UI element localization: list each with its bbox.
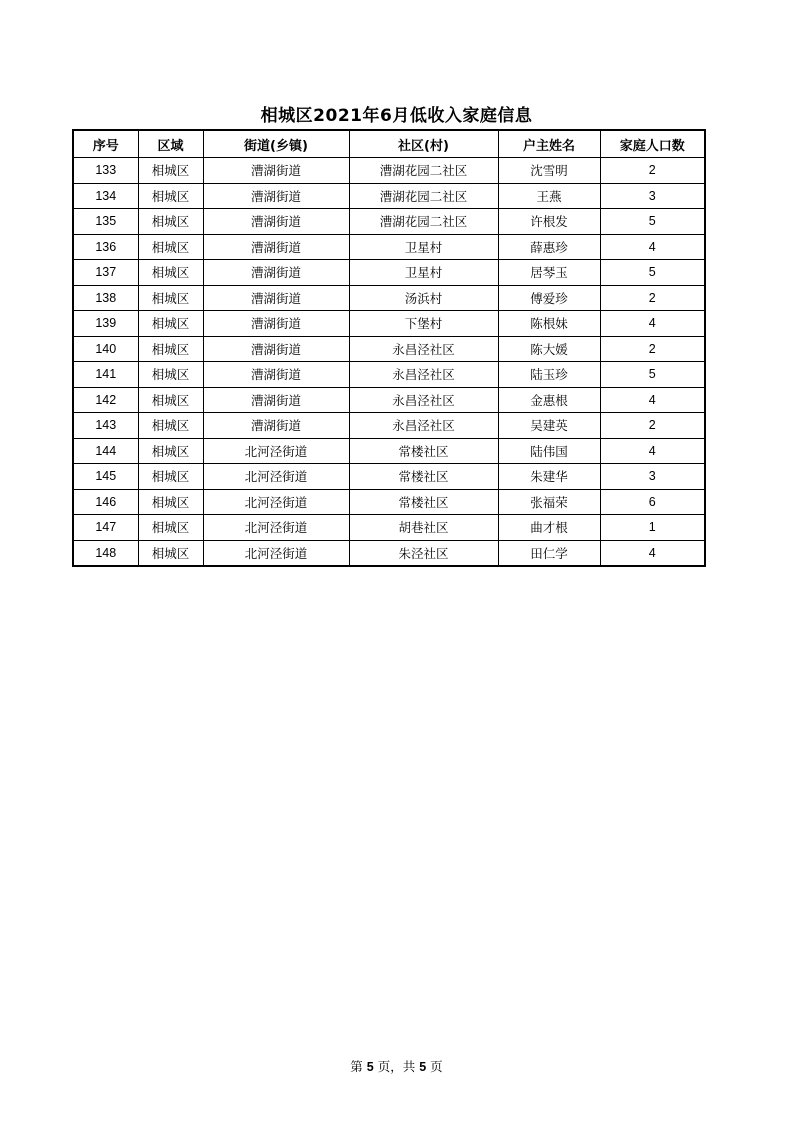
cell-district: 相城区 [138, 285, 203, 311]
cell-family-size: 2 [600, 336, 705, 362]
cell-householder: 陈根妹 [498, 311, 600, 337]
cell-district: 相城区 [138, 260, 203, 286]
cell-householder: 张福荣 [498, 489, 600, 515]
cell-householder: 陆伟国 [498, 438, 600, 464]
cell-family-size: 4 [600, 234, 705, 260]
header-district: 区域 [138, 130, 203, 158]
cell-community: 漕湖花园二社区 [349, 183, 498, 209]
cell-householder: 薛惠珍 [498, 234, 600, 260]
cell-family-size: 1 [600, 515, 705, 541]
cell-street: 北河泾街道 [203, 438, 349, 464]
footer-middle: 页，共 [377, 1059, 416, 1074]
footer-prefix: 第 [350, 1059, 363, 1074]
cell-district: 相城区 [138, 387, 203, 413]
cell-index: 138 [73, 285, 138, 311]
cell-householder: 傅爱珍 [498, 285, 600, 311]
cell-index: 133 [73, 158, 138, 184]
cell-street: 漕湖街道 [203, 234, 349, 260]
cell-family-size: 6 [600, 489, 705, 515]
table-row [73, 362, 705, 388]
footer-suffix: 页 [430, 1059, 443, 1074]
cell-family-size: 4 [600, 311, 705, 337]
cell-index: 136 [73, 234, 138, 260]
cell-community: 漕湖花园二社区 [349, 158, 498, 184]
cell-householder: 金惠根 [498, 387, 600, 413]
cell-street: 漕湖街道 [203, 209, 349, 235]
cell-householder: 沈雪明 [498, 158, 600, 184]
table-row [73, 234, 705, 260]
cell-family-size: 4 [600, 387, 705, 413]
cell-family-size: 5 [600, 260, 705, 286]
cell-street: 漕湖街道 [203, 387, 349, 413]
cell-street: 漕湖街道 [203, 336, 349, 362]
cell-community: 漕湖花园二社区 [349, 209, 498, 235]
header-community: 社区(村) [349, 130, 498, 158]
table-row [73, 336, 705, 362]
cell-index: 141 [73, 362, 138, 388]
cell-family-size: 2 [600, 413, 705, 439]
cell-street: 漕湖街道 [203, 158, 349, 184]
cell-index: 144 [73, 438, 138, 464]
table-row [73, 285, 705, 311]
table-row [73, 311, 705, 337]
cell-householder: 陆玉珍 [498, 362, 600, 388]
cell-community: 永昌泾社区 [349, 336, 498, 362]
cell-street: 北河泾街道 [203, 515, 349, 541]
header-index: 序号 [73, 130, 138, 158]
table-row [73, 489, 705, 515]
cell-street: 北河泾街道 [203, 540, 349, 566]
cell-householder: 田仁学 [498, 540, 600, 566]
table-row [73, 515, 705, 541]
cell-community: 朱泾社区 [349, 540, 498, 566]
table-row [73, 158, 705, 184]
cell-district: 相城区 [138, 336, 203, 362]
cell-index: 142 [73, 387, 138, 413]
cell-community: 永昌泾社区 [349, 387, 498, 413]
cell-index: 145 [73, 464, 138, 490]
page-footer [0, 1057, 793, 1075]
cell-index: 139 [73, 311, 138, 337]
cell-householder: 吴建英 [498, 413, 600, 439]
footer-page-number: 5 [366, 1060, 374, 1074]
cell-district: 相城区 [138, 413, 203, 439]
cell-district: 相城区 [138, 464, 203, 490]
cell-householder: 朱建华 [498, 464, 600, 490]
cell-street: 漕湖街道 [203, 183, 349, 209]
cell-street: 漕湖街道 [203, 311, 349, 337]
header-householder: 户主姓名 [498, 130, 600, 158]
cell-householder: 许根发 [498, 209, 600, 235]
table-row [73, 413, 705, 439]
cell-index: 143 [73, 413, 138, 439]
cell-district: 相城区 [138, 311, 203, 337]
cell-family-size: 3 [600, 464, 705, 490]
cell-district: 相城区 [138, 234, 203, 260]
cell-district: 相城区 [138, 515, 203, 541]
table-row [73, 438, 705, 464]
cell-index: 146 [73, 489, 138, 515]
cell-community: 常楼社区 [349, 438, 498, 464]
cell-community: 永昌泾社区 [349, 413, 498, 439]
cell-family-size: 5 [600, 362, 705, 388]
cell-street: 北河泾街道 [203, 489, 349, 515]
table-header-row [73, 130, 705, 158]
page-title: 相城区2021年6月低收入家庭信息 [260, 106, 533, 126]
cell-district: 相城区 [138, 489, 203, 515]
cell-householder: 曲才根 [498, 515, 600, 541]
cell-district: 相城区 [138, 158, 203, 184]
table-row [73, 387, 705, 413]
table-row [73, 260, 705, 286]
household-table [72, 129, 706, 567]
table-row [73, 540, 705, 566]
cell-index: 134 [73, 183, 138, 209]
cell-family-size: 2 [600, 158, 705, 184]
cell-street: 漕湖街道 [203, 413, 349, 439]
cell-street: 漕湖街道 [203, 362, 349, 388]
cell-district: 相城区 [138, 209, 203, 235]
cell-householder: 陈大媛 [498, 336, 600, 362]
table-row [73, 183, 705, 209]
cell-street: 北河泾街道 [203, 464, 349, 490]
cell-district: 相城区 [138, 183, 203, 209]
table-row [73, 209, 705, 235]
cell-community: 永昌泾社区 [349, 362, 498, 388]
cell-index: 140 [73, 336, 138, 362]
cell-community: 下堡村 [349, 311, 498, 337]
cell-district: 相城区 [138, 362, 203, 388]
cell-family-size: 4 [600, 438, 705, 464]
cell-community: 常楼社区 [349, 489, 498, 515]
cell-street: 漕湖街道 [203, 285, 349, 311]
cell-district: 相城区 [138, 540, 203, 566]
header-street: 街道(乡镇) [203, 130, 349, 158]
cell-index: 147 [73, 515, 138, 541]
cell-family-size: 4 [600, 540, 705, 566]
cell-index: 135 [73, 209, 138, 235]
header-family-size: 家庭人口数 [600, 130, 705, 158]
cell-family-size: 2 [600, 285, 705, 311]
table-row [73, 464, 705, 490]
cell-community: 卫星村 [349, 260, 498, 286]
cell-street: 漕湖街道 [203, 260, 349, 286]
cell-index: 148 [73, 540, 138, 566]
cell-community: 胡巷社区 [349, 515, 498, 541]
cell-community: 常楼社区 [349, 464, 498, 490]
cell-community: 卫星村 [349, 234, 498, 260]
cell-householder: 居琴玉 [498, 260, 600, 286]
cell-family-size: 3 [600, 183, 705, 209]
cell-community: 汤浜村 [349, 285, 498, 311]
cell-district: 相城区 [138, 438, 203, 464]
cell-householder: 王燕 [498, 183, 600, 209]
footer-total-pages: 5 [419, 1060, 427, 1074]
cell-index: 137 [73, 260, 138, 286]
cell-family-size: 5 [600, 209, 705, 235]
